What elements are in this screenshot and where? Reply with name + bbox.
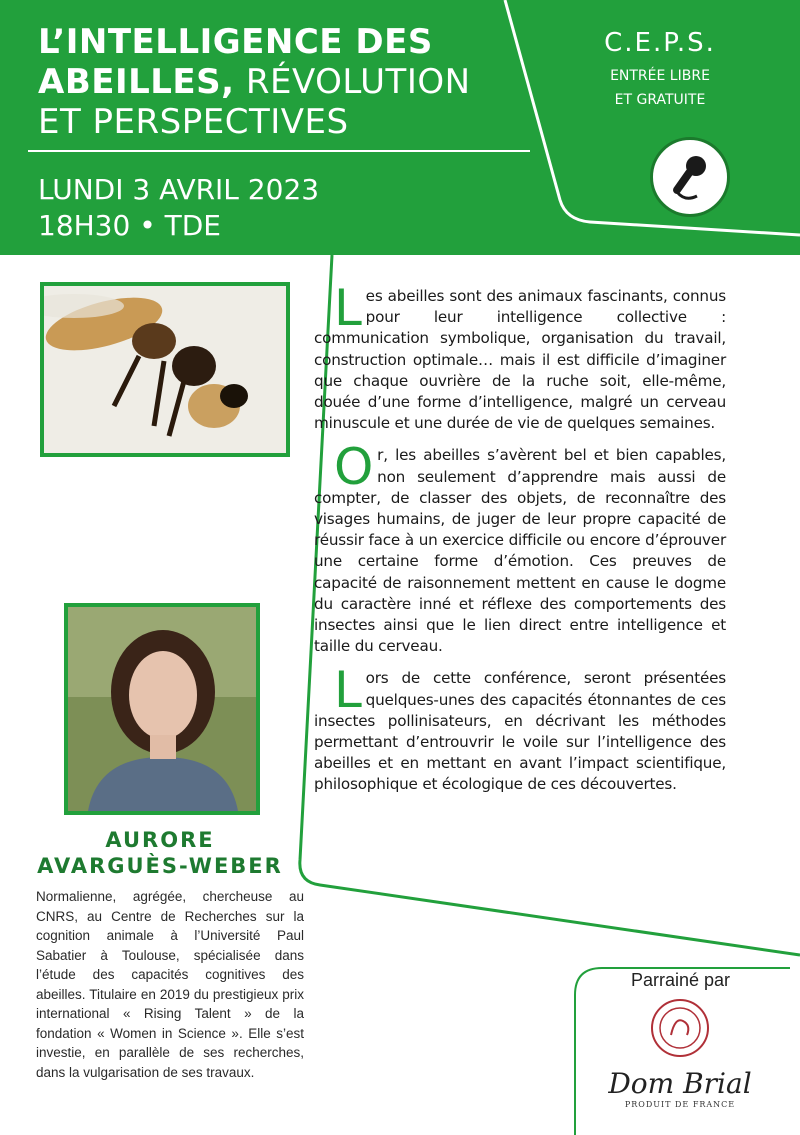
sponsor-tagline: PRODUIT DE FRANCE [624, 1100, 736, 1109]
header-banner [0, 0, 800, 255]
speaker-first-name: AURORE [105, 828, 215, 852]
time-place-line: 18H30 • TDE [38, 209, 221, 242]
drop-cap: L [334, 279, 362, 337]
organizer-name: C.E.P.S. [604, 28, 716, 58]
date-line: LUNDI 3 AVRIL 2023 [38, 173, 320, 206]
entry-line-2: ET GRATUITE [614, 92, 706, 108]
sponsor-label: Parrainé par [630, 970, 730, 990]
sponsor-seal-icon [651, 999, 709, 1057]
title-line-2-bold: ABEILLES, [38, 62, 235, 102]
paragraph-2 [314, 438, 726, 657]
paragraph-1 [314, 279, 726, 434]
microphone-icon [650, 137, 730, 217]
paragraph-3 [314, 661, 726, 795]
speaker-bio: Normalienne, agrégée, chercheuse au CNRS, au Centre de Recherches sur la cognition animale à l’Université Paul Sabatier à Toulouse, spécialisée dans l’étude des capacités cognitives des abeilles. Titulaire en 2019 du prestigieux prix international « Rising Talent » de la fondation « Women in Science ». Elle s’est investie, en parallèle de ses recherches, dans la vulgarisation de ses travaux. [36, 889, 304, 1080]
speaker-portrait [64, 603, 260, 815]
paragraph-1-text: es abeilles sont des animaux fascinants, connus pour leur intelligence collective : communication symbolique, organisation du travail, construction optimale… mais il est difficile d’imaginer que chaque ouvrière de la ruche soit, elle-même, douée d’une forme d’intelligence, malgré un cerveau minuscule et une durée de vie de quelques semaines. [314, 287, 726, 433]
organizer-block [560, 28, 760, 112]
entry-info [560, 64, 760, 112]
speaker-last-name: AVARGUÈS-WEBER [37, 854, 283, 878]
event-title [38, 22, 538, 142]
drop-cap: L [334, 661, 362, 720]
title-line-2-light: RÉVOLUTION [234, 62, 471, 102]
title-divider [28, 150, 530, 152]
paragraph-3-text: ors de cette conférence, seront présentées quelques-unes des capacités étonnantes de ces insectes pollinisateurs, en décrivant les méthodes permettant d’entrouvrir le voile sur l’intelligence des abeilles et en mettant en avant l’impact scientifique, philosophique et écologique de ces découvertes. [314, 669, 726, 794]
title-line-3: ET PERSPECTIVES [38, 102, 349, 142]
event-date [38, 172, 319, 244]
paragraph-2-text: r, les abeilles s’avèrent bel et bien capables, non seulement d’apprendre mais aussi de compter, de classer des objets, de reconnaître des visages humains, de juger de leur propre capacité de réussir face à un exercice difficile ou encore d’éprouver une certaine forme d’émotion. Ces preuves de capacité de raisonnement mettent en cause le dogme du caractère inné et réflexe des comportements des insectes ainsi que le lien direct entre intelligence et taille du cerveau. [314, 446, 726, 656]
sponsor-block [590, 970, 770, 1109]
event-description [314, 279, 726, 807]
drop-cap: O [334, 438, 374, 497]
bee-photo [40, 282, 290, 457]
sponsor-logo: Dom Brial [608, 1067, 752, 1100]
entry-line-1: ENTRÉE LIBRE [610, 68, 710, 84]
title-line-1: L’INTELLIGENCE DES [38, 22, 433, 62]
speaker-name [30, 827, 290, 879]
